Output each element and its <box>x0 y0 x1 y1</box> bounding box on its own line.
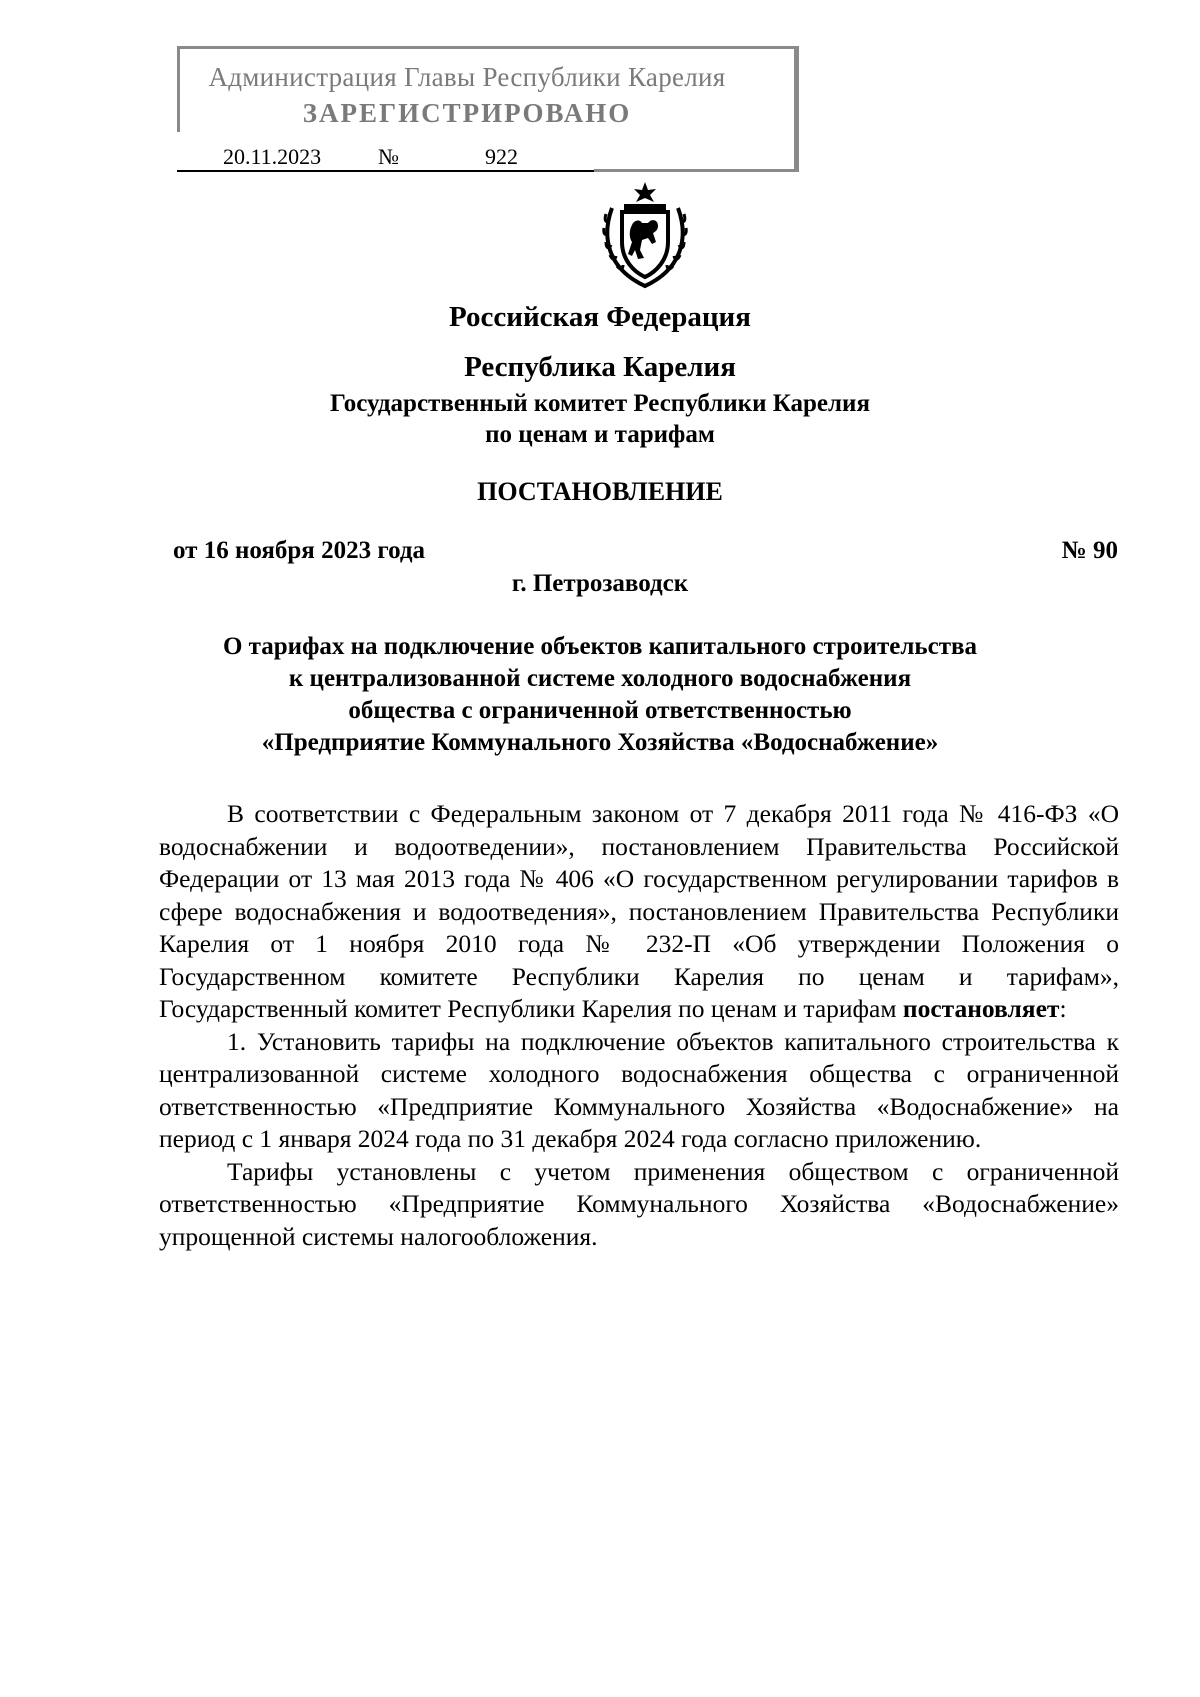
header-republic: Республика Карелия <box>464 351 736 383</box>
stamp-border <box>177 46 799 49</box>
karelia-coat-of-arms-icon <box>600 180 690 290</box>
document-title <box>150 631 1050 759</box>
document-date: от 16 ноября 2023 года <box>173 537 425 564</box>
header-federation: Российская Федерация <box>449 301 751 333</box>
stamp-border <box>794 46 799 172</box>
preamble-resolves: постановляет <box>902 994 1060 1023</box>
document-number: № 90 <box>1061 537 1118 564</box>
registration-stamp <box>177 46 799 172</box>
stamp-reg-date: 20.11.2023 <box>223 144 322 169</box>
document-body <box>159 798 1119 1253</box>
header-committee-continued: по ценам и тарифам <box>485 421 715 448</box>
title-line: общества с ограниченной ответственностью <box>348 697 852 724</box>
preamble-text: В соответствии с Федеральным законом от 7 декабря 2011 года № 416-ФЗ «О водоснабжении и водоотведении», постановлением Правительства Российской Федерации от 13 мая 2013 года № 406 «О государственном регулировании тарифов в сфере водоснабжения и водоотведения», постановлением Правительства Республики Карелия от 1 ноября 2010 года № 232-П «Об утверждении Положения о Государственном комитете Республики Карелия по ценам и тарифам», Государственный комитет Республики Карелия по ценам и тарифам <box>159 799 1119 1023</box>
stamp-registration-row <box>177 144 594 172</box>
item-1-paragraph: 1. Установить тарифы на подключение объектов капитального строительства к централизованной системе холодного водоснабжения общества с ограниченной ответственностью «Предприятие Коммунального Хозяйства «Водоснабжение» на период с 1 января 2024 года по 31 декабря 2024 года согласно приложению. <box>159 1026 1119 1153</box>
document-city: г. Петрозаводск <box>511 570 689 597</box>
item-1-note-paragraph: Тарифы установлены с учетом применения обществом с ограниченной ответственностью «Предприятие Коммунального Хозяйства «Водоснабжение» упрощенной системы налогообложения. <box>159 1156 1119 1251</box>
stamp-status: ЗАРЕГИСТРИРОВАНО <box>302 98 632 128</box>
header-committee: Государственный комитет Республики Карелия <box>330 390 870 417</box>
preamble-end: : <box>1059 994 1067 1023</box>
title-line: к централизованной системе холодного водоснабжения <box>288 665 912 692</box>
title-line: О тарифах на подключение объектов капитального строительства <box>222 633 978 660</box>
document-type: ПОСТАНОВЛЕНИЕ <box>477 477 723 506</box>
title-line: «Предприятие Коммунального Хозяйства «Водоснабжение» <box>261 729 939 756</box>
stamp-reg-number: 922 <box>485 144 518 169</box>
stamp-border <box>594 169 799 172</box>
stamp-org: Администрация Главы Республики Карелия <box>208 62 726 92</box>
preamble-paragraph <box>159 798 1119 1026</box>
stamp-number-sign: № <box>378 144 399 169</box>
